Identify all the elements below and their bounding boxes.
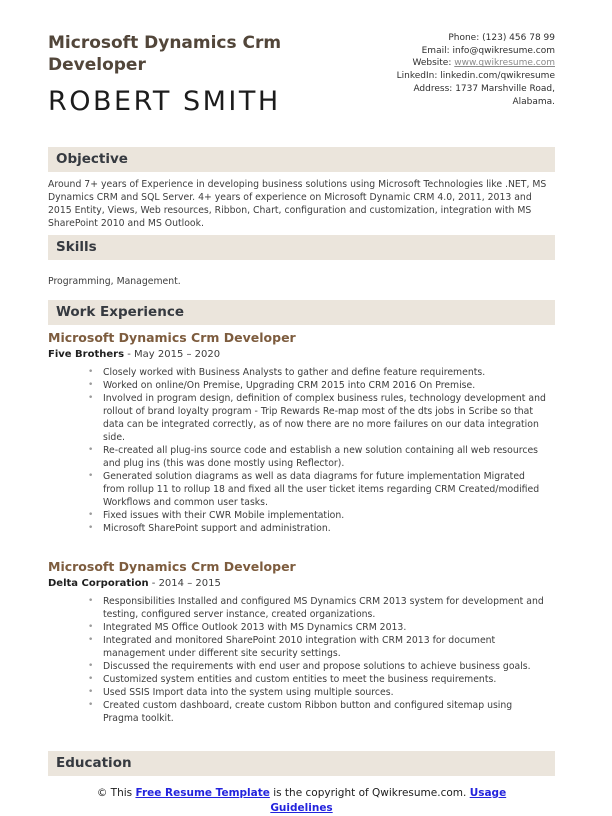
section-header-skills: Skills — [48, 235, 555, 260]
objective-text: Around 7+ years of Experience in developing business solutions using Microsoft Technologies like .NET, MS Dynamics CRM and SQL Server. 4+ years of experience on Microsoft Dynamic CRM 4.0, 2011, 2013 and 2015 Entity, Views, Web resources, Ribbon, Chart, configuration and customization, integration with MS SharePoint 2010 and MS Outlook. — [48, 179, 547, 229]
contact-address-label: Address: — [413, 83, 453, 94]
contact-phone-value: (123) 456 78 99 — [482, 33, 555, 43]
contact-phone — [375, 32, 555, 45]
job2-bullet-list — [48, 595, 555, 725]
job2-separator: - — [151, 578, 156, 589]
job2-dates: 2014 – 2015 — [158, 578, 221, 589]
contact-linkedin — [375, 70, 555, 83]
contact-website-label: Website: — [412, 58, 452, 69]
job1-dates: May 2015 – 2020 — [134, 349, 221, 360]
footer-middle-text: is the copyright of Qwikresume.com. — [269, 787, 470, 799]
copyright-footer — [74, 786, 529, 816]
bullet-item: • Involved in program design, definition of complex business rules, technology development and rollout of brand loyalty program - Trip Rewards Re-map most of the dts jobs in Scribe so that data can be integrated correctly, as of now there are no more failures on our data integration side. — [86, 392, 548, 444]
bullet-item: • Discussed the requirements with end user and propose solutions to achieve business goals. — [86, 660, 548, 673]
contact-phone-label: Phone: — [448, 33, 480, 43]
job1-role-title: Microsoft Dynamics Crm Developer — [48, 330, 296, 345]
bullet-item: • Responsibilities Installed and configured MS Dynamics CRM 2013 system for development and testing, configured server instance, created organizations. — [86, 595, 548, 621]
bullet-item: • Created custom dashboard, create custom Ribbon button and configured sitemap using Pragma toolkit. — [86, 699, 548, 725]
bullet-item: • Integrated MS Office Outlook 2013 with MS Dynamics CRM 2013. — [86, 621, 548, 634]
contact-block — [375, 30, 555, 117]
contact-email-value: info@qwikresume.com — [452, 45, 555, 56]
job-entry-1 — [48, 330, 555, 535]
bullet-item: • Fixed issues with their CWR Mobile implementation. — [86, 509, 548, 522]
free-resume-template-link[interactable]: Free Resume Template — [135, 787, 270, 799]
resume-header — [48, 30, 555, 117]
bullet-item: • Closely worked with Business Analysts to gather and define feature requirements. — [86, 366, 548, 379]
section-header-education: Education — [48, 751, 555, 776]
contact-website — [375, 57, 555, 70]
contact-linkedin-value: linkedin.com/qwikresume — [440, 71, 555, 82]
bullet-item: • Customized system entities and custom entities to meet the business requirements. — [86, 673, 548, 686]
job1-company: Five Brothers — [48, 349, 125, 360]
job2-company: Delta Corporation — [48, 578, 149, 589]
contact-linkedin-label: LinkedIn: — [396, 71, 438, 82]
contact-address-value: 1737 Marshville Road, Alabama. — [455, 83, 555, 107]
bullet-item: • Used SSIS Import data into the system using multiple sources. — [86, 686, 548, 699]
website-link[interactable]: www.qwikresume.com — [454, 58, 555, 69]
bullet-item: • Re-created all plug-ins source code and establish a new solution containing all web resources and plug ins (this was done mostly using Reflector). — [86, 444, 548, 470]
job2-role-title: Microsoft Dynamics Crm Developer — [48, 559, 296, 574]
job-entry-2 — [48, 559, 555, 725]
usage-guidelines-link[interactable]: Usage Guidelines — [270, 787, 507, 814]
job1-company-line — [48, 349, 555, 360]
candidate-name: ROBERT SMITH — [48, 86, 281, 117]
footer-prefix-text: © This — [96, 787, 136, 799]
section-header-work-experience: Work Experience — [48, 300, 555, 325]
bullet-item: • Integrated and monitored SharePoint 2010 integration with CRM 2013 for document management under different site security settings. — [86, 634, 548, 660]
contact-email — [375, 45, 555, 58]
job1-bullet-list — [48, 366, 555, 535]
bullet-item: • Microsoft SharePoint support and administration. — [86, 522, 548, 535]
job1-separator: - — [127, 349, 131, 360]
section-header-objective: Objective — [48, 147, 555, 172]
skills-text: Programming, Management. — [48, 276, 181, 287]
job2-company-line — [48, 578, 555, 589]
document-job-title: Microsoft Dynamics Crm Developer — [48, 33, 282, 75]
contact-email-label: Email: — [421, 45, 450, 56]
header-title-block — [48, 30, 333, 117]
bullet-item: • Worked on online/On Premise, Upgrading CRM 2015 into CRM 2016 On Premise. — [86, 379, 548, 392]
bullet-item: • Generated solution diagrams as well as data diagrams for future implementation Migrated from rollup 11 to rollup 18 and fixed all the user ticket items regarding CRM Created/modified Workflows and common user tasks. — [86, 470, 548, 509]
contact-address — [375, 83, 555, 108]
